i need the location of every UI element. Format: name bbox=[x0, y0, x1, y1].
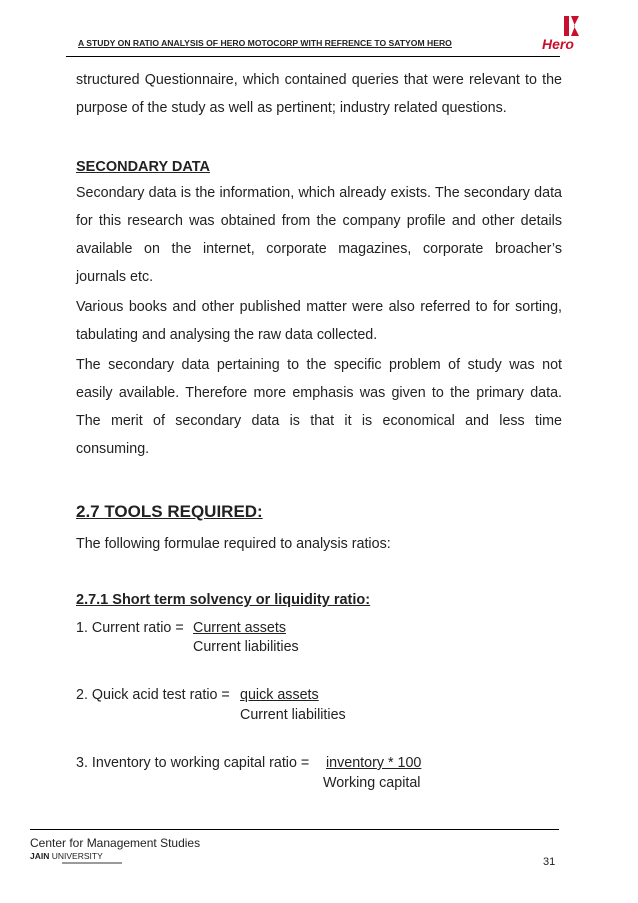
header-title: A STUDY ON RATIO ANALYSIS OF HERO MOTOCORP WITH REFRENCE TO SATYOM HERO bbox=[78, 38, 452, 48]
footer-org-name: Center for Management Studies bbox=[30, 836, 201, 850]
tools-intro: The following formulae required to analysis ratios: bbox=[76, 536, 391, 552]
hero-logo-mark-icon bbox=[560, 14, 584, 38]
footer-divider bbox=[30, 829, 559, 830]
footer-university-bold: JAIN bbox=[30, 851, 50, 861]
formula-denominator: Current liabilities bbox=[240, 707, 346, 723]
secondary-paragraph-1: Secondary data is the information, which already exists. The secondary data for this research was obtained from the company profile and other details available on the internet, corporate magazines, corporate broacher’s journals etc. bbox=[76, 185, 562, 285]
formula-label: 1. Current ratio = bbox=[76, 620, 184, 636]
liquidity-ratio-heading: 2.7.1 Short term solvency or liquidity ratio: bbox=[76, 592, 371, 608]
formula-label: 2. Quick acid test ratio = bbox=[76, 687, 230, 703]
secondary-data-heading: SECONDARY DATA bbox=[76, 159, 210, 175]
tools-required-heading: 2.7 TOOLS REQUIRED: bbox=[76, 502, 263, 521]
intro-paragraph: structured Questionnaire, which contained queries that were relevant to the purpose of the study as well as pertinent; industry related questions. bbox=[76, 72, 562, 116]
formula-numerator: inventory * 100 bbox=[326, 755, 422, 771]
footer-tagline-bar bbox=[62, 862, 122, 864]
formula-numerator: Current assets bbox=[193, 620, 286, 636]
hero-logo-text: Hero bbox=[542, 36, 574, 52]
formula-label: 3. Inventory to working capital ratio = bbox=[76, 755, 310, 771]
page-number: 31 bbox=[543, 856, 556, 868]
footer-university-rest: UNIVERSITY bbox=[49, 851, 103, 861]
hero-logo bbox=[540, 14, 590, 56]
formula-numerator: quick assets bbox=[240, 687, 319, 703]
secondary-paragraph-3: The secondary data pertaining to the specific problem of study was not easily available. Therefore more emphasis was given to the primary data. The merit of secondary data is that it is economical and less time consuming. bbox=[76, 357, 562, 457]
formula-denominator: Current liabilities bbox=[193, 639, 299, 655]
header-divider bbox=[66, 56, 560, 57]
secondary-paragraph-2: Various books and other published matter were also referred to for sorting, tabulating and analysing the raw data collected. bbox=[76, 299, 562, 343]
footer-university bbox=[30, 851, 103, 861]
formula-denominator: Working capital bbox=[323, 775, 421, 791]
